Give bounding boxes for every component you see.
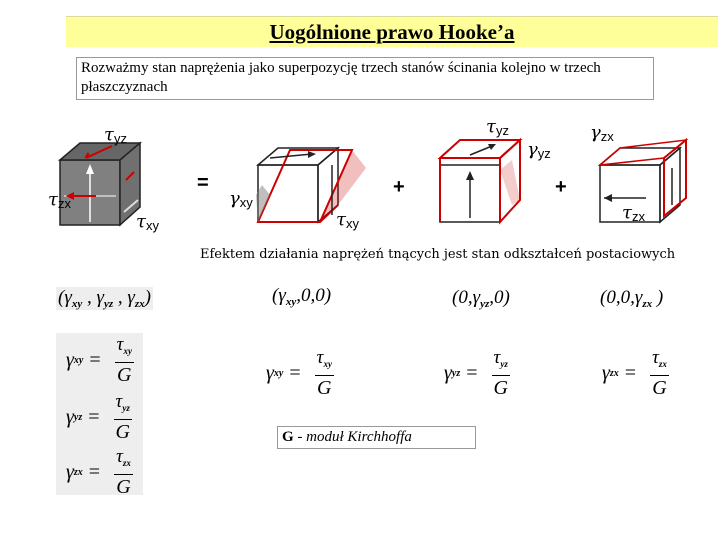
tau-xy-label-2: $\tau_{xy}$ (336, 209, 359, 231)
kirchhoff-symbol: G (282, 429, 294, 445)
intro-box: Rozważmy stan naprężenia jako superpozycję trzech stanów ścinania kolejno w trzech płaszczyznach (76, 57, 654, 100)
gamma-zx-label: $\gamma_{zx}$ (590, 122, 614, 144)
stressed-cube (60, 143, 140, 225)
gamma-xy-label: $\gamma_{xy}$ (229, 188, 253, 210)
page-title: Uogólnione prawo Hooke’a (269, 19, 515, 44)
plus-sign-1: + (393, 176, 405, 198)
effect-text: Efektem działania naprężeń tnących jest stan odkształceń postaciowych (200, 247, 676, 262)
formula-zx-left: γ zx = $\frac{\tau_{zx}}{G}$ (66, 446, 131, 498)
tau-zx-label-1: $\tau_{zx}$ (48, 189, 71, 211)
formula-yz-left: γ yz = $\frac{\tau_{yz}}{G}$ (66, 391, 130, 443)
triple-all: ($\gamma_{xy}$ , $\gamma_{yz}$ , $\gamma_{zx}$) (58, 287, 151, 310)
formula-yz: γ yz = $\frac{\tau_{yz}}{G}$ (444, 347, 508, 399)
tau-yz-label-2: $\tau_{yz}$ (486, 116, 509, 138)
formula-xy: γ xy = $\frac{\tau_{xy}}{G}$ (266, 347, 332, 399)
tau-xy-label-1: $\tau_{xy}$ (136, 211, 159, 233)
triple-xy: $(\gamma_{xy},0,0)$ (272, 285, 332, 308)
equals-sign: = (197, 172, 209, 194)
shear-diagram (0, 0, 720, 240)
gamma-yz-label: $\gamma_{yz}$ (527, 139, 551, 161)
triple-zx: ($0,0,\gamma_{zx}$ ) (600, 287, 664, 310)
kirchhoff-text: - moduł Kirchhoffa (293, 429, 412, 445)
triple-yz: $(0,\gamma_{yz},0)$ (452, 287, 510, 310)
shear-cube-yz (440, 140, 520, 222)
plus-sign-2: + (555, 176, 567, 198)
kirchhoff-note (277, 426, 476, 449)
formula-zx: γ zx = $\frac{\tau_{zx}}{G}$ (602, 347, 667, 399)
formula-xy-left: γ xy = $\frac{\tau_{xy}}{G}$ (66, 334, 132, 386)
tau-zx-label-2: $\tau_{zx}$ (622, 202, 645, 224)
tau-yz-label-1: $\tau_{yz}$ (104, 124, 127, 146)
